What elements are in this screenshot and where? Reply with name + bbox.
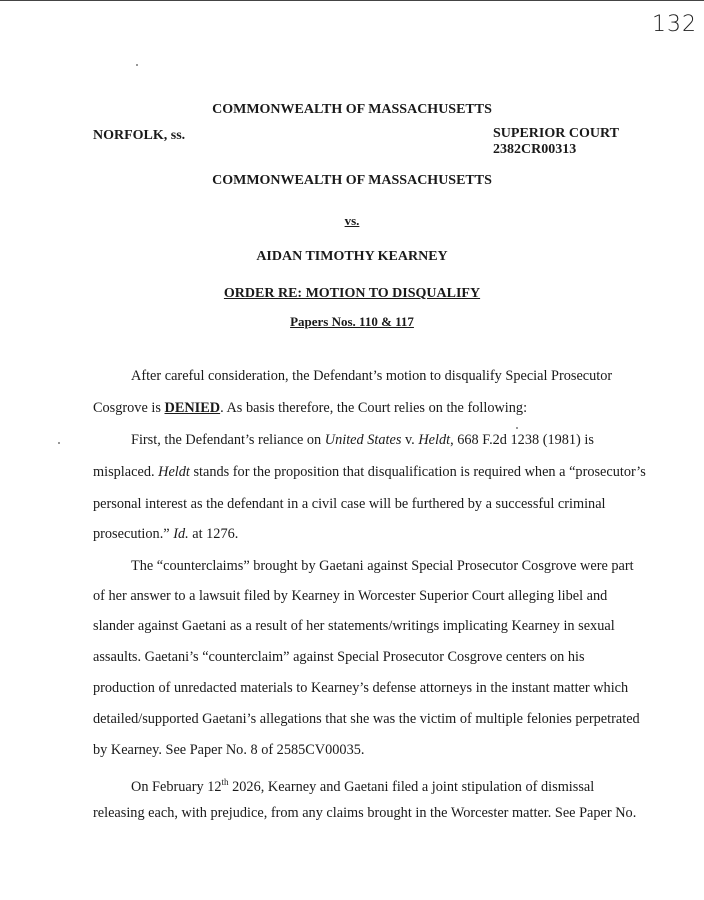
caption-plaintiff: COMMONWEALTH OF MASSACHUSETTS	[212, 173, 492, 188]
handwritten-page-number: 132	[652, 12, 697, 37]
ordinal-suffix: th	[221, 777, 229, 787]
body-line	[93, 610, 633, 642]
ruling-denied: DENIED	[164, 400, 221, 416]
body-line	[93, 734, 633, 766]
body-line	[131, 550, 671, 582]
page-top-edge	[0, 0, 704, 1]
body-text: , 668 F.2d 1238 (1981) is	[450, 432, 594, 448]
body-line	[93, 672, 633, 704]
body-text: of her answer to a lawsuit filed by Kearney in Worcester Superior Court alleging libel and	[93, 588, 608, 604]
body-line	[131, 424, 671, 456]
body-text: releasing each, with prejudice, from any claims brought in the Worcester matter. See Paper No.	[93, 805, 637, 821]
body-text: slander against Gaetani as a result of her statements/writings implicating Kearney in sexual	[93, 618, 615, 634]
body-line	[93, 392, 633, 424]
body-text: detailed/supported Gaetani’s allegations that she was the victim of multiple felonies perpetrated	[93, 711, 640, 727]
citation-italic: Id.	[173, 526, 189, 542]
body-text: by Kearney. See Paper No. 8 of 2585CV00035.	[93, 742, 365, 758]
body-text: . As basis therefore, the Court relies on the following:	[220, 400, 528, 416]
docket-number: 2382CR00313	[493, 142, 577, 157]
body-line	[93, 488, 633, 520]
court-system-heading: COMMONWEALTH OF MASSACHUSETTS	[212, 102, 492, 117]
county-label: NORFOLK, ss.	[93, 128, 186, 143]
case-name-italic: Heldt	[158, 464, 190, 480]
scan-speck	[136, 64, 138, 66]
body-text: v.	[401, 432, 419, 448]
body-text: First, the Defendant’s reliance on	[131, 432, 325, 448]
body-text: On February 12	[131, 778, 222, 795]
body-text: at 1276.	[188, 526, 239, 542]
body-line	[93, 641, 633, 673]
body-line	[93, 797, 637, 829]
body-text: assaults. Gaetani’s “counterclaim” against Special Prosecutor Cosgrove centers on his	[93, 649, 585, 665]
court-name: SUPERIOR COURT	[493, 126, 619, 141]
body-text: misplaced.	[93, 464, 159, 480]
body-line	[93, 456, 646, 488]
body-text: personal interest as the defendant in a civil case will be furthered by a successful criminal	[93, 496, 606, 512]
body-line	[93, 580, 633, 612]
body-line	[131, 360, 671, 392]
body-text: prosecution.”	[93, 526, 174, 542]
body-text: Cosgrove is	[93, 400, 165, 416]
body-line	[93, 703, 640, 735]
body-text: The “counterclaims” brought by Gaetani against Special Prosecutor Cosgrove were part	[131, 558, 634, 574]
body-text: production of unredacted materials to Kearney’s defense attorneys in the instant matter which	[93, 680, 629, 696]
body-text: After careful consideration, the Defendant’s motion to disqualify Special Prosecutor	[131, 368, 613, 384]
case-name-italic: United States	[324, 432, 402, 448]
caption-defendant: AIDAN TIMOTHY KEARNEY	[256, 249, 448, 264]
scan-speck	[58, 442, 60, 444]
case-name-italic: Heldt	[418, 432, 451, 448]
order-title: ORDER RE: MOTION TO DISQUALIFY	[223, 286, 481, 301]
body-line	[93, 518, 633, 550]
body-text: stands for the proposition that disqualification is required when a “prosecutor’s	[189, 464, 646, 480]
body-text: 2026, Kearney and Gaetani filed a joint stipulation of dismissal	[228, 778, 595, 795]
caption-versus: vs.	[344, 213, 360, 228]
papers-reference: Papers Nos. 110 & 117	[290, 314, 414, 329]
